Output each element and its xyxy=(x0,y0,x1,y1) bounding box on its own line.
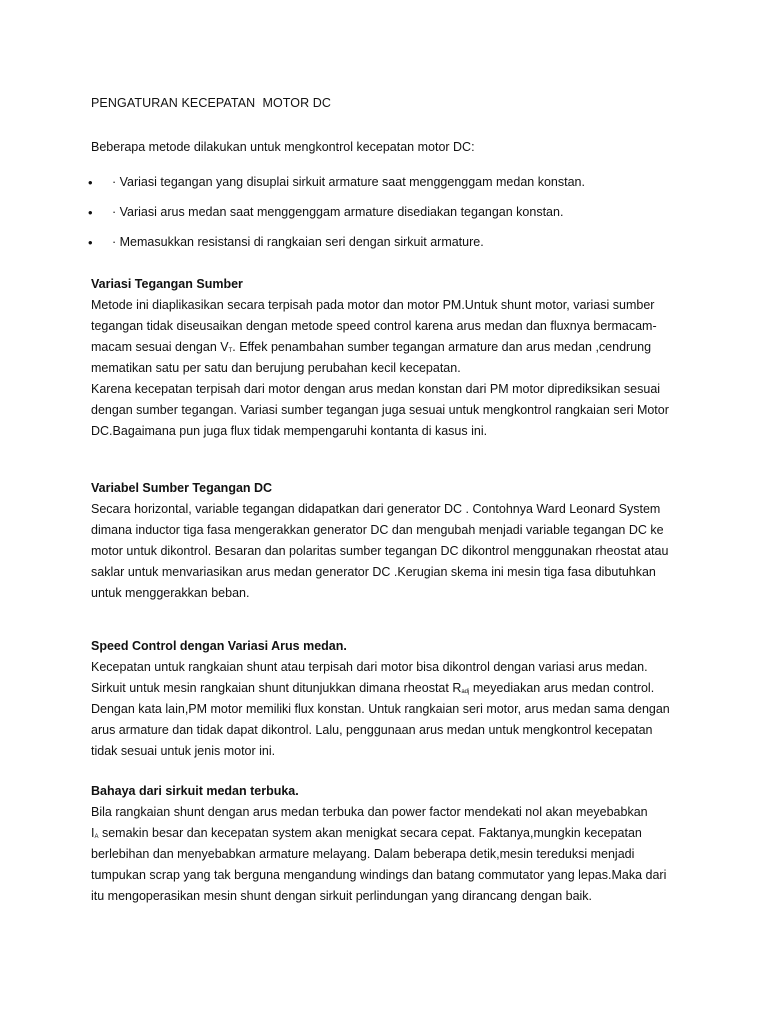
body-line: Karena kecepatan terpisah dari motor dengan arus medan konstan dari PM motor diprediksikan sesuai xyxy=(91,382,661,396)
subscript: A xyxy=(94,834,99,840)
body-line: motor untuk dikontrol. Besaran dan polaritas sumber tegangan DC dikontrol menggunakan rheostat atau xyxy=(91,544,669,558)
body-line: dengan sumber tegangan. Variasi sumber tegangan juga sesuai untuk mengkontrol rangkaian seri Motor xyxy=(91,403,669,417)
section-variasi-tegangan xyxy=(91,274,691,442)
section-heading: Variabel Sumber Tegangan DC xyxy=(91,481,273,495)
body-line: Dengan kata lain,PM motor memiliki flux konstan. Untuk rangkaian seri motor, arus medan sama dengan xyxy=(91,702,670,716)
body-line: Secara horizontal, variable tegangan didapatkan dari generator DC . Contohnya Ward Leonard System xyxy=(91,502,661,516)
section-heading: Variasi Tegangan Sumber xyxy=(91,277,243,291)
body-line: tumpukan scrap yang tak berguna mengandung windings dan batang commutator yang lepas.Maka dari xyxy=(91,868,667,882)
section-body xyxy=(91,499,691,604)
intro-paragraph: Beberapa metode dilakukan untuk mengkontrol kecepatan motor DC: xyxy=(91,140,475,154)
body-line: Bila rangkaian shunt dengan arus medan terbuka dan power factor mendekati nol akan meyebabkan xyxy=(91,805,648,819)
body-line: DC.Bagaimana pun juga flux tidak mempengaruhi kontanta di kasus ini. xyxy=(91,424,488,438)
bullet-text: · Memasukkan resistansi di rangkaian seri dengan sirkuit armature. xyxy=(112,235,484,249)
section-bahaya-sirkuit xyxy=(91,781,691,907)
list-item xyxy=(0,235,768,255)
body-line: dimana inductor tiga fasa mengerakkan generator DC dan mengubah menjadi variable tegangan DC ke xyxy=(91,523,664,537)
body-line xyxy=(91,678,691,699)
list-item xyxy=(0,175,768,195)
body-line: Kecepatan untuk rangkaian shunt atau terpisah dari motor bisa dikontrol dengan variasi arus medan. xyxy=(91,660,648,674)
section-speed-control xyxy=(91,636,691,762)
bullet-icon: • xyxy=(88,205,93,220)
section-body xyxy=(91,657,691,762)
section-variabel-sumber xyxy=(91,478,691,604)
body-line: berlebihan dan menyebabkan armature melayang. Dalam beberapa detik,mesin tereduksi menjadi xyxy=(91,847,635,861)
text-run: macam sesuai dengan V xyxy=(91,340,229,354)
text-run: semakin besar dan kecepatan system akan menigkat secara cepat. Faktanya,mungkin kecepatan xyxy=(98,826,642,840)
text-run: I xyxy=(91,826,95,840)
body-line: itu mengoperasikan mesin shunt dengan sirkuit perlindungan yang dirancang dengan baik. xyxy=(91,889,593,903)
body-line: Metode ini diaplikasikan secara terpisah pada motor dan motor PM.Untuk shunt motor, variasi sumber xyxy=(91,298,655,312)
text-run: meyediakan arus medan control. xyxy=(469,681,655,695)
text-run: . Effek penambahan sumber tegangan armature dan arus medan ,cendrung xyxy=(232,340,652,354)
bullet-text: · Variasi arus medan saat menggenggam armature disediakan tegangan konstan. xyxy=(112,205,564,219)
bullet-icon: • xyxy=(88,235,93,250)
page-title: PENGATURAN KECEPATAN MOTOR DC xyxy=(91,96,332,110)
list-item xyxy=(0,205,768,225)
body-line: untuk menggerakkan beban. xyxy=(91,586,250,600)
subscript: T xyxy=(228,348,233,354)
section-body xyxy=(91,802,691,907)
body-line: tegangan tidak diseusaikan dengan metode speed control karena arus medan dan fluxnya bermacam- xyxy=(91,319,657,333)
bullet-text: · Variasi tegangan yang disuplai sirkuit armature saat menggenggam medan konstan. xyxy=(112,175,585,189)
body-line: tidak sesuai untuk jenis motor ini. xyxy=(91,744,276,758)
section-heading: Bahaya dari sirkuit medan terbuka. xyxy=(91,784,299,798)
body-line: arus armature dan tidak dapat dikontrol. Lalu, penggunaan arus medan untuk mengkontrol kecepatan xyxy=(91,723,653,737)
body-line: mematikan satu per satu dan berujung perubahan kecil kecepatan. xyxy=(91,361,461,375)
subscript: adj xyxy=(461,689,470,695)
body-line xyxy=(91,337,691,358)
section-heading: Speed Control dengan Variasi Arus medan. xyxy=(91,639,347,653)
bullet-icon: • xyxy=(88,175,93,190)
section-body xyxy=(91,295,691,442)
text-run: Sirkuit untuk mesin rangkaian shunt ditunjukkan dimana rheostat R xyxy=(91,681,462,695)
body-line: saklar untuk menvariasikan arus medan generator DC .Kerugian skema ini mesin tiga fasa dibutuhkan xyxy=(91,565,656,579)
body-line xyxy=(91,823,691,844)
